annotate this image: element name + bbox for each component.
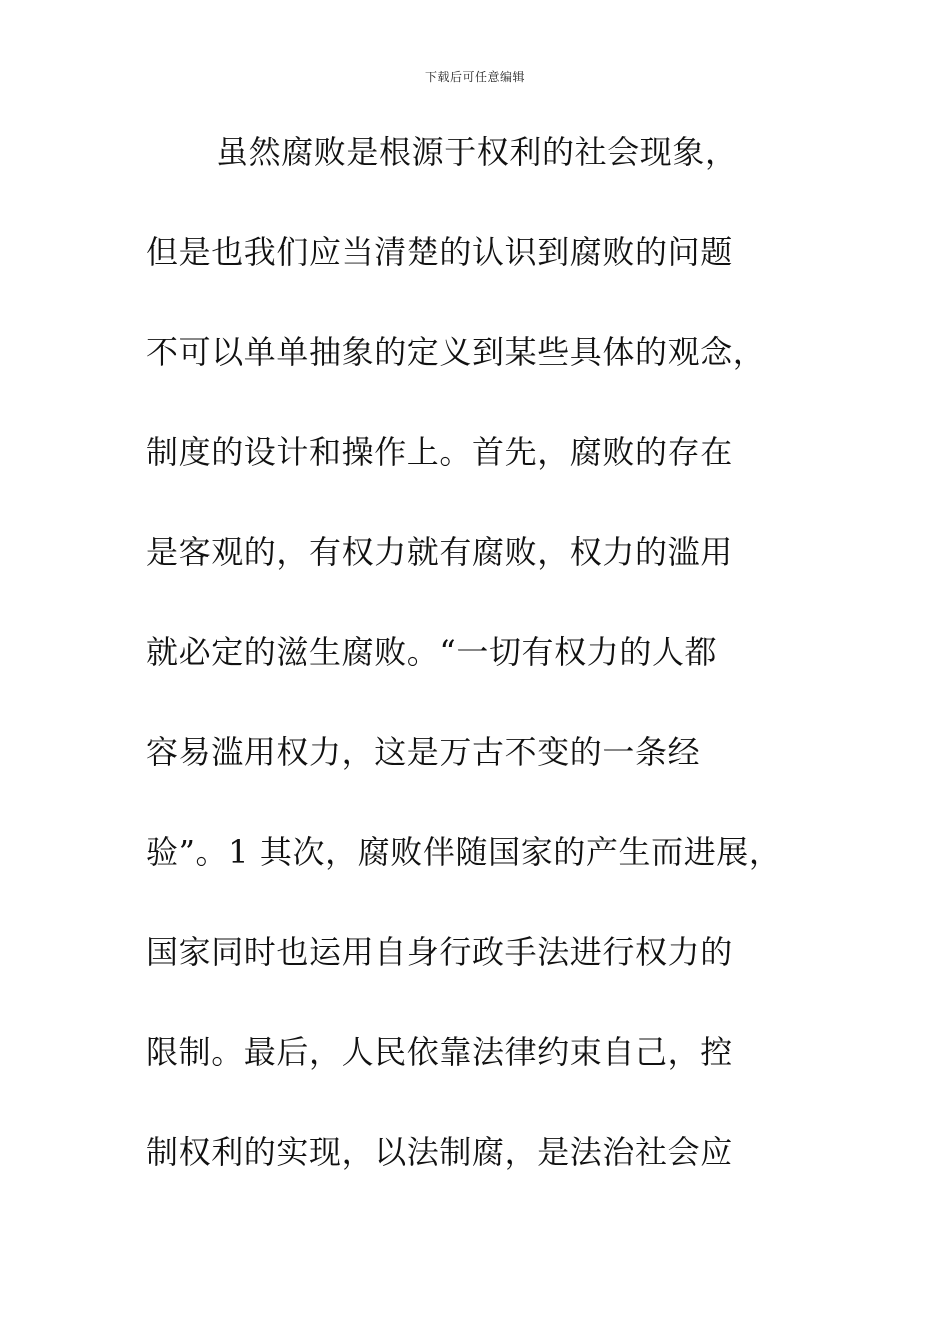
body-line: 制度的设计和操作上。首先，腐败的存在 bbox=[146, 433, 733, 471]
body-line: 不可以单单抽象的定义到某些具体的观念， bbox=[146, 333, 766, 371]
body-line: 验”。1 其次，腐败伴随国家的产生而进展， bbox=[146, 833, 782, 871]
body-line: 就必定的滋生腐败。“一切有权力的人都 bbox=[146, 633, 718, 671]
body-line: 制权利的实现，以法制腐，是法治社会应 bbox=[146, 1133, 733, 1171]
body-line: 是客观的，有权力就有腐败，权力的滥用 bbox=[146, 533, 733, 571]
body-line: 限制。最后，人民依靠法律约束自己，控 bbox=[146, 1033, 733, 1071]
body-line: 虽然腐败是根源于权利的社会现象， bbox=[216, 133, 738, 171]
body-line: 容易滥用权力，这是万古不变的一条经 bbox=[146, 733, 701, 771]
body-line: 但是也我们应当清楚的认识到腐败的问题 bbox=[146, 233, 733, 271]
body-text bbox=[146, 128, 846, 1228]
body-line: 国家同时也运用自身行政手法进行权力的 bbox=[146, 933, 733, 971]
page-header: 下载后可任意编辑 bbox=[424, 70, 525, 84]
